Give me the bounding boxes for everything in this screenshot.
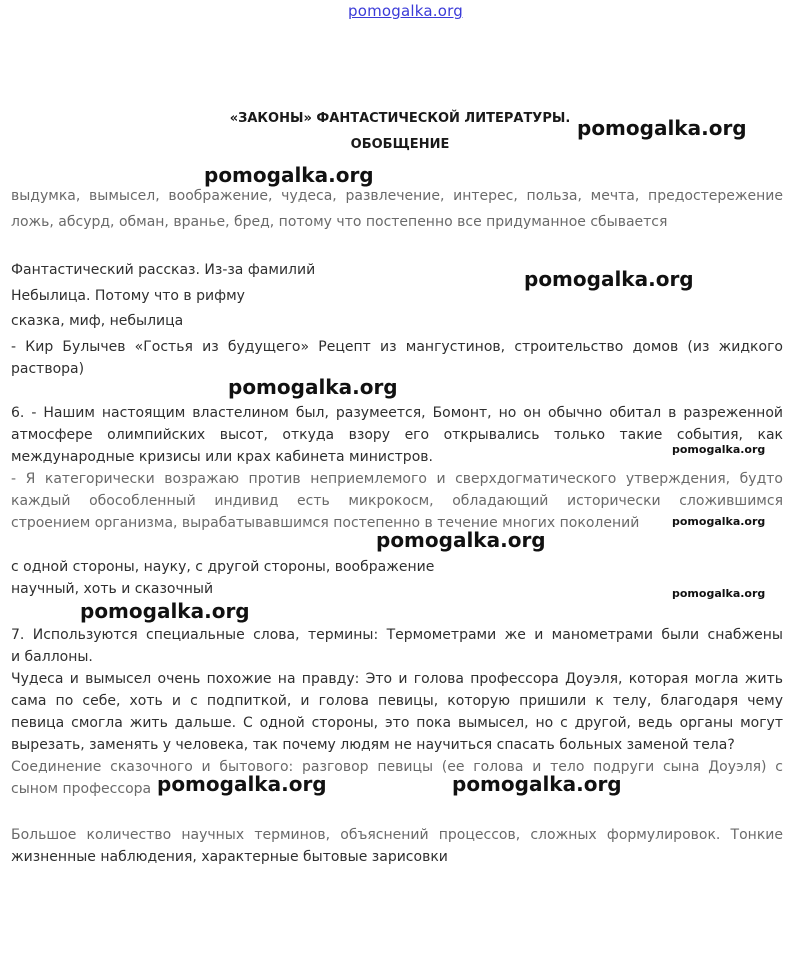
text-line: строением организма, вырабатывавшимся постепенно в течение многих поколений xyxy=(11,515,640,531)
watermark: pomogalka.org xyxy=(376,528,546,552)
watermark: pomogalka.org xyxy=(80,599,250,623)
text-line: сказка, миф, небылица xyxy=(11,313,184,329)
text-line: - Кир Булычев «Гостья из будущего» Рецепт из мангустинов, строительство домов (из жидкого xyxy=(11,339,783,355)
watermark: pomogalka.org xyxy=(228,375,398,399)
text-line: ложь, абсурд, обман, вранье, бред, потому что постепенно все придуманное сбывается xyxy=(11,214,668,230)
text-line: Фантастический рассказ. Из-за фамилий xyxy=(11,262,316,278)
text-line: научный, хоть и сказочный xyxy=(11,581,214,597)
site-link[interactable]: pomogalka.org xyxy=(348,2,463,20)
text-line: сама по себе, хоть и с подпиткой, и голова певицы, которую пришили к телу, благодаря чему xyxy=(11,693,783,709)
text-line: и баллоны. xyxy=(11,649,93,665)
watermark-small: pomogalka.org xyxy=(672,515,766,528)
text-line: Чудеса и вымысел очень похожие на правду: Это и голова профессора Доуэля, которая могла жить xyxy=(11,671,783,687)
text-line: 7. Используются специальные слова, термины: Термометрами же и манометрами были снабжены xyxy=(11,627,783,643)
text-line: международные кризисы или крах кабинета министров. xyxy=(11,449,433,465)
document-title-line-2: ОБОБЩЕНИЕ xyxy=(350,137,450,152)
watermark: pomogalka.org xyxy=(452,772,622,796)
text-line: сыном профессора xyxy=(11,781,152,797)
text-line: Небылица. Потому что в рифму xyxy=(11,288,245,304)
text-line: - Я категорически возражаю против неприемлемого и сверхдогматического утверждения, будто xyxy=(11,471,783,487)
text-line: с одной стороны, науку, с другой стороны, воображение xyxy=(11,559,435,575)
text-line: Соединение сказочного и бытового: разговор певицы (ее голова и тело подруги сына Доуэля) с xyxy=(11,759,783,775)
text-line: атмосфере олимпийских высот, откуда взору его открывались только такие события, как xyxy=(11,427,783,443)
text-line: раствора) xyxy=(11,361,85,377)
document-title-line-1: «ЗАКОНЫ» ФАНТАСТИЧЕСКОЙ ЛИТЕРАТУРЫ. xyxy=(229,111,571,126)
text-line: 6. - Нашим настоящим властелином был, разумеется, Бомонт, но он обычно обитал в разреженной xyxy=(11,405,783,421)
watermark-small: pomogalka.org xyxy=(672,443,766,456)
watermark: pomogalka.org xyxy=(524,267,694,291)
text-line: выдумка, вымысел, воображение, чудеса, развлечение, интерес, польза, мечта, предостережение xyxy=(11,188,783,204)
watermark-small: pomogalka.org xyxy=(672,587,766,600)
watermark: pomogalka.org xyxy=(204,163,374,187)
text-line: Большое количество научных терминов, объяснений процессов, сложных формулировок. Тонкие xyxy=(11,827,783,843)
text-line: жизненные наблюдения, характерные бытовые зарисовки xyxy=(11,849,448,865)
text-line: певица смогла жить дальше. С одной стороны, это пока вымысел, но с другой, ведь органы могут xyxy=(11,715,783,731)
text-line: каждый обособленный индивид есть микрокосм, обладающий исторически сложившимся xyxy=(11,493,783,509)
text-line: вырезать, заменять у человека, так почему людям не научиться спасать больных заменой тела? xyxy=(11,737,735,753)
watermark: pomogalka.org xyxy=(157,772,327,796)
watermark: pomogalka.org xyxy=(577,116,747,140)
